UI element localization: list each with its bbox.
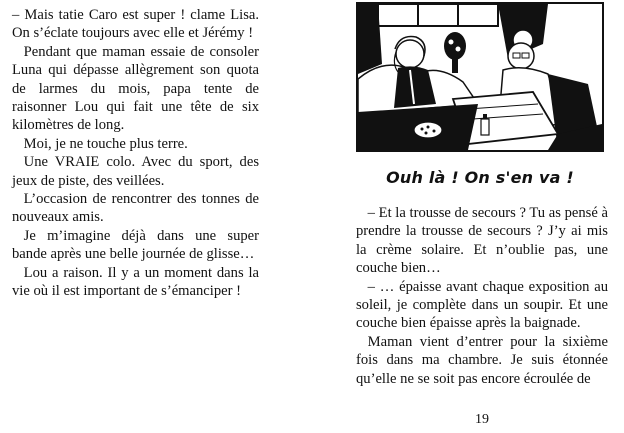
left-page-text [12, 6, 259, 301]
illustration-caption: Ouh là ! On s'en va ! [386, 168, 574, 187]
right-page-text [356, 204, 608, 388]
paragraph: – Mais tatie Caro est super ! clame Lisa. On s’éclate toujours avec elle et Jérémy ! [12, 7, 259, 42]
paragraph: Une VRAIE colo. Avec du sport, des jeux de piste, des veillées. [12, 154, 259, 189]
illustration-packing-scene [356, 2, 604, 152]
paragraph: L’occasion de rencontrer des tonnes de nouveaux amis. [12, 191, 259, 226]
paragraph: Pendant que maman essaie de consoler Luna qui dépasse allègrement son quota de larmes du mois, papa tente de raisonner Lou qui fait une tête de six kilomètres de long. [12, 43, 259, 134]
paragraph: – Et la trousse de secours ? Tu as pensé à prendre la trousse de secours ? J’y ai mis la crème solaire. Et n’oublie pas, une couche bien… [356, 205, 608, 277]
paragraph: Je m’imagine déjà dans une super bande après une belle journée de glisse… [12, 227, 259, 263]
page-number: 19 [475, 412, 489, 427]
paragraph: Moi, je ne touche plus terre. [23, 135, 188, 152]
paragraph: Lou a raison. Il y a un moment dans la vie où il est important de s’émanciper ! [12, 264, 259, 300]
paragraph: – … épaisse avant chaque exposition au soleil, je complète dans un soupir. Et une couche bien épaisse après la baignade. [356, 278, 608, 332]
illustration-drawing [358, 4, 602, 150]
paragraph: Maman vient d’entrer pour la sixième fois dans ma chambre. Je suis étonnée qu’elle ne se soit pas encore écroulée de [356, 333, 608, 387]
